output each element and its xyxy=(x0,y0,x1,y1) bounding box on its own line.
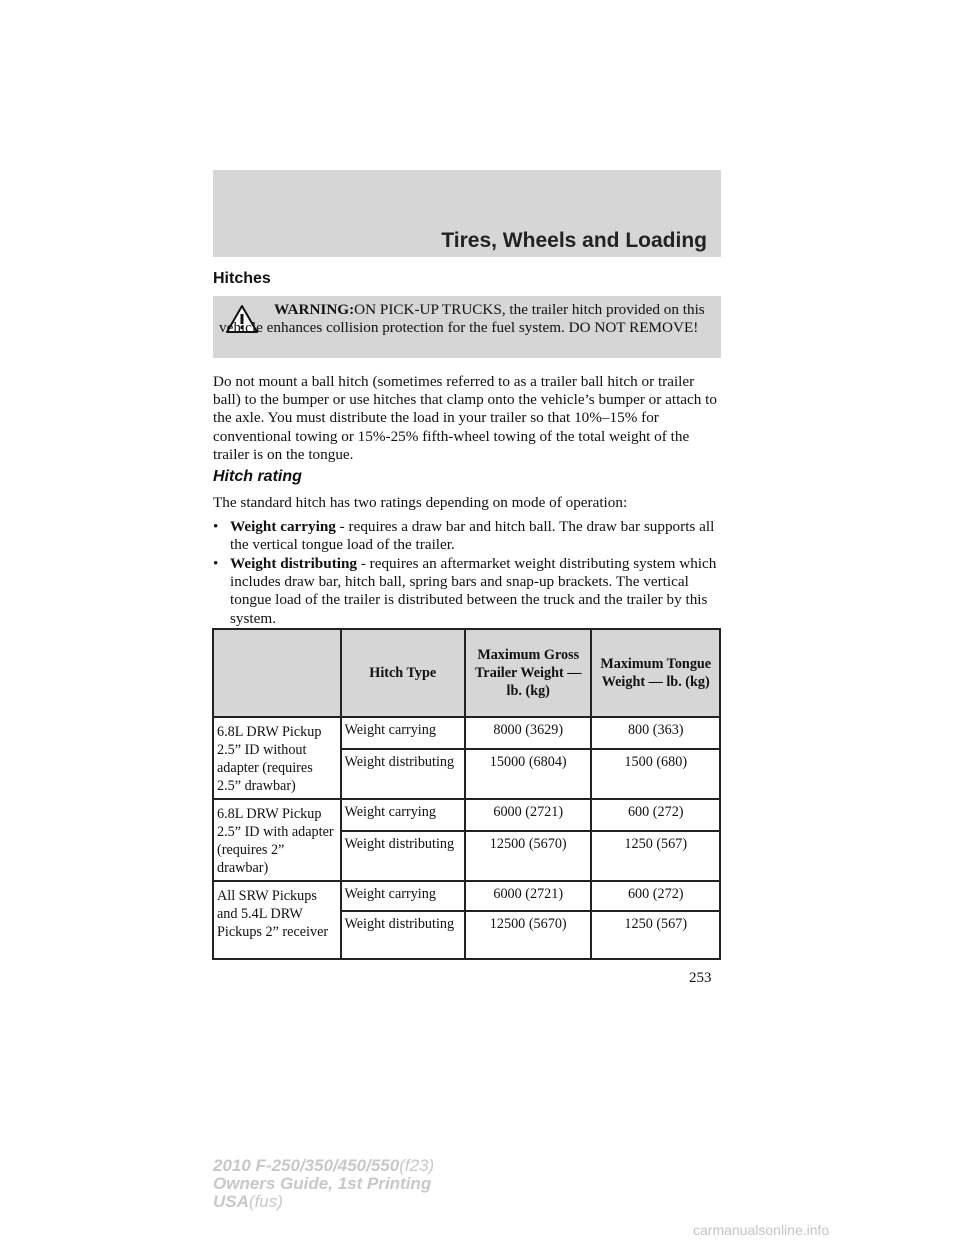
watermark-link[interactable]: carmanualsonline.info xyxy=(693,1222,830,1238)
table-cell-hitch-type: Weight carrying xyxy=(341,717,465,749)
bullet-icon: • xyxy=(213,555,219,572)
table-cell-tongue-weight: 600 (272) xyxy=(591,881,720,911)
hitch-rating-intro: The standard hitch has two ratings depending on mode of operation: xyxy=(213,494,628,511)
bullet-text: - requires a draw bar and hitch ball. The draw bar supports all the vertical tongue load of the trailer. xyxy=(230,518,715,554)
footer-region-code: (fus) xyxy=(248,1192,283,1211)
bullet-text: - requires an aftermarket weight distributing system which includes draw bar, hitch ball, spring bars and snap-up brackets. The vertical tongue load of the trailer is distributed between the truck and the trailer by this system. xyxy=(230,555,717,627)
footer-model: 2010 F-250/350/450/550 xyxy=(213,1156,400,1175)
bullet-item xyxy=(213,518,723,554)
table-cell-vehicle: 6.8L DRW Pickup 2.5” ID with adapter (requires 2” drawbar) xyxy=(213,799,341,881)
bullet-term: Weight carrying xyxy=(230,518,336,535)
table-header-cell: Maximum Tongue Weight — lb. (kg) xyxy=(591,629,720,717)
table-cell-hitch-type: Weight carrying xyxy=(341,799,465,831)
table-cell-gross-weight: 15000 (6804) xyxy=(465,749,591,799)
table-cell-tongue-weight: 1250 (567) xyxy=(591,831,720,881)
warning-label: WARNING: xyxy=(274,301,355,318)
table-cell-vehicle: All SRW Pickups and 5.4L DRW Pickups 2” receiver xyxy=(213,881,341,959)
page-number: 253 xyxy=(689,970,712,986)
table-cell-tongue-weight: 1250 (567) xyxy=(591,911,720,959)
footer-model-code: (f23) xyxy=(399,1156,435,1175)
table-cell-hitch-type: Weight distributing xyxy=(341,831,465,881)
section-title: Hitches xyxy=(213,270,271,287)
table-cell-tongue-weight: 600 (272) xyxy=(591,799,720,831)
footer-region: USA xyxy=(213,1192,249,1211)
chapter-header xyxy=(213,170,721,257)
table-cell-hitch-type: Weight carrying xyxy=(341,881,465,911)
table-cell-gross-weight: 12500 (5670) xyxy=(465,911,591,959)
table-cell-gross-weight: 12500 (5670) xyxy=(465,831,591,881)
table-cell-tongue-weight: 1500 (680) xyxy=(591,749,720,799)
table-cell-gross-weight: 6000 (2721) xyxy=(465,799,591,831)
table-cell-hitch-type: Weight distributing xyxy=(341,749,465,799)
subheading-hitch-rating: Hitch rating xyxy=(213,468,302,485)
warning-box xyxy=(213,296,721,358)
warning-text-block xyxy=(219,301,717,337)
table-row xyxy=(213,799,720,831)
footer-guide: Owners Guide, 1st Printing xyxy=(213,1174,432,1193)
table-header-cell xyxy=(213,629,341,717)
table-cell-vehicle: 6.8L DRW Pickup 2.5” ID without adapter (requires 2.5” drawbar) xyxy=(213,717,341,799)
table-cell-tongue-weight: 800 (363) xyxy=(591,717,720,749)
table-cell-gross-weight: 6000 (2721) xyxy=(465,881,591,911)
hitch-rating-table xyxy=(212,628,721,960)
hitch-paragraph: Do not mount a ball hitch (sometimes referred to as a trailer ball hitch or trailer ball) to the bumper or use hitches that clamp onto the vehicle’s bumper or attach to the axle. You must distribute the load in your trailer so that 10%–15% for conventional towing or 15%-25% fifth-wheel towing of the total weight of the trailer is on the tongue. xyxy=(213,373,717,463)
table-header-row xyxy=(213,629,720,717)
table-row xyxy=(213,717,720,749)
table-cell-hitch-type: Weight distributing xyxy=(341,911,465,959)
table-cell-gross-weight: 8000 (3629) xyxy=(465,717,591,749)
table-header-cell: Hitch Type xyxy=(341,629,465,717)
warning-text: ON PICK-UP TRUCKS, the trailer hitch provided on this vehicle enhances collision protection for the fuel system. DO NOT REMOVE! xyxy=(219,301,705,336)
bullet-term: Weight distributing xyxy=(230,555,358,572)
table-row xyxy=(213,881,720,911)
chapter-title: Tires, Wheels and Loading xyxy=(441,229,707,252)
table-header-cell: Maximum Gross Trailer Weight — lb. (kg) xyxy=(465,629,591,717)
document-footer xyxy=(213,1157,434,1211)
bullet-item xyxy=(213,555,723,628)
bullet-icon: • xyxy=(213,518,219,535)
